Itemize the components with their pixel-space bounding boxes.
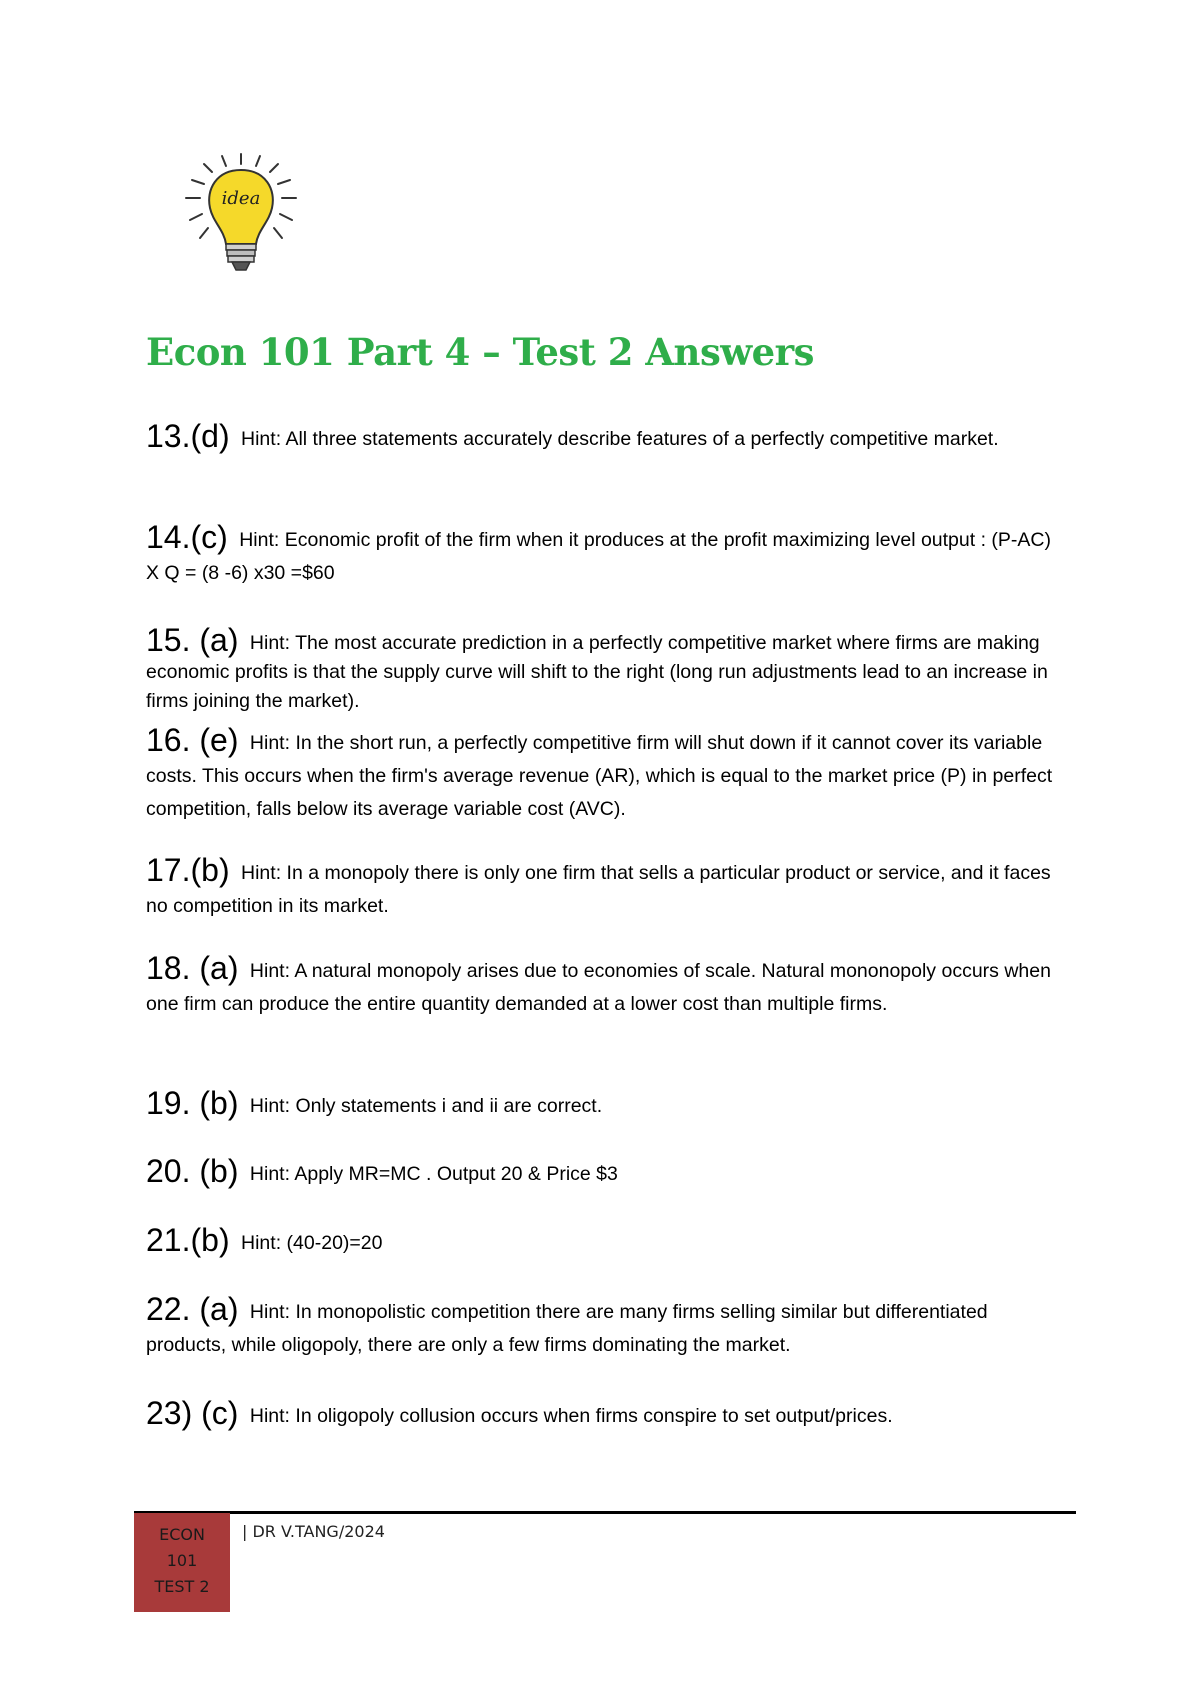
- hint-label: Hint:: [249, 960, 291, 982]
- page-title: Econ 101 Part 4 – Test 2 Answers: [146, 330, 814, 374]
- hint-text: Apply MR=MC . Output 20 & Price $3: [294, 1163, 618, 1185]
- answer-23: [146, 1397, 1066, 1433]
- answer-number: 14.(c): [146, 519, 228, 555]
- footer-course-box: [134, 1513, 230, 1612]
- hint-text: A natural monopoly arises due to economies of scale. Natural mononopoly occurs when one firm can produce the entire quantity demanded at a lower cost than multiple firms.: [146, 960, 1051, 1015]
- hint-text: All three statements accurately describe features of a perfectly competitive market.: [285, 428, 999, 450]
- answer-18: [146, 952, 1066, 1021]
- footer-author: | DR V.TANG/2024: [242, 1522, 385, 1541]
- answer-number: 16. (e): [146, 722, 239, 758]
- answer-21: [146, 1224, 1066, 1260]
- hint-label: Hint:: [249, 632, 291, 654]
- hint-label: Hint:: [249, 732, 291, 754]
- answer-number: 18. (a): [146, 950, 239, 986]
- answer-16: [146, 724, 1066, 826]
- answer-number: 15. (a): [146, 622, 239, 658]
- hint-label: Hint:: [249, 1095, 291, 1117]
- answer-number: 21.(b): [146, 1222, 230, 1258]
- hint-text: Only statements i and ii are correct.: [295, 1095, 603, 1117]
- hint-text: In oligopoly collusion occurs when firms conspire to set output/prices.: [295, 1405, 893, 1427]
- hint-text: In a monopoly there is only one firm that sells a particular product or service, and it faces no competition in its market.: [146, 862, 1051, 917]
- answer-19: [146, 1087, 1066, 1123]
- hint-text: In the short run, a perfectly competitive firm will shut down if it cannot cover its variable costs. This occurs when the firm's average revenue (AR), which is equal to the market price (P) in perfect competition, falls below its average variable cost (AVC).: [146, 732, 1053, 820]
- answer-number: 20. (b): [146, 1153, 239, 1189]
- hint-text: The most accurate prediction in a perfectly competitive market where firms are making economic profits is that the supply curve will shift to the right (long run adjustments lead to an increase in firms joining the market).: [146, 632, 1048, 712]
- hint-text: Economic profit of the firm when it produces at the profit maximizing level output : (P-AC) X Q = (8 -6) x30 =$60: [146, 529, 1051, 584]
- hint-label: Hint:: [239, 529, 280, 551]
- footer-course-line: TEST 2: [154, 1577, 210, 1596]
- idea-lightbulb-logo: [146, 152, 336, 292]
- answer-15: [146, 622, 1066, 716]
- hint-text: (40-20)=20: [286, 1232, 383, 1254]
- logo-text: idea: [221, 188, 261, 209]
- footer-divider: [134, 1511, 1076, 1514]
- answer-number: 19. (b): [146, 1085, 239, 1121]
- hint-label: Hint:: [249, 1405, 290, 1427]
- hint-label: Hint:: [241, 862, 282, 884]
- footer-course-line: 101: [166, 1551, 198, 1570]
- hint-text: In monopolistic competition there are many firms selling similar but differentiated products, while oligopoly, there are only a few firms dominating the market.: [146, 1301, 988, 1356]
- answer-14: [146, 521, 1066, 590]
- answer-22: [146, 1293, 1066, 1362]
- answer-number: 13.(d): [146, 418, 230, 454]
- hint-label: Hint:: [241, 428, 282, 450]
- footer-course-line: ECON: [159, 1525, 205, 1544]
- hint-label: Hint:: [241, 1232, 282, 1254]
- hint-label: Hint:: [249, 1163, 291, 1185]
- answer-20: [146, 1155, 1066, 1191]
- answer-17: [146, 854, 1066, 923]
- answer-number: 17.(b): [146, 852, 230, 888]
- answer-number: 22. (a): [146, 1291, 239, 1327]
- hint-label: Hint:: [249, 1301, 291, 1323]
- answer-13: [146, 420, 1066, 456]
- answer-number: 23) (c): [146, 1395, 239, 1431]
